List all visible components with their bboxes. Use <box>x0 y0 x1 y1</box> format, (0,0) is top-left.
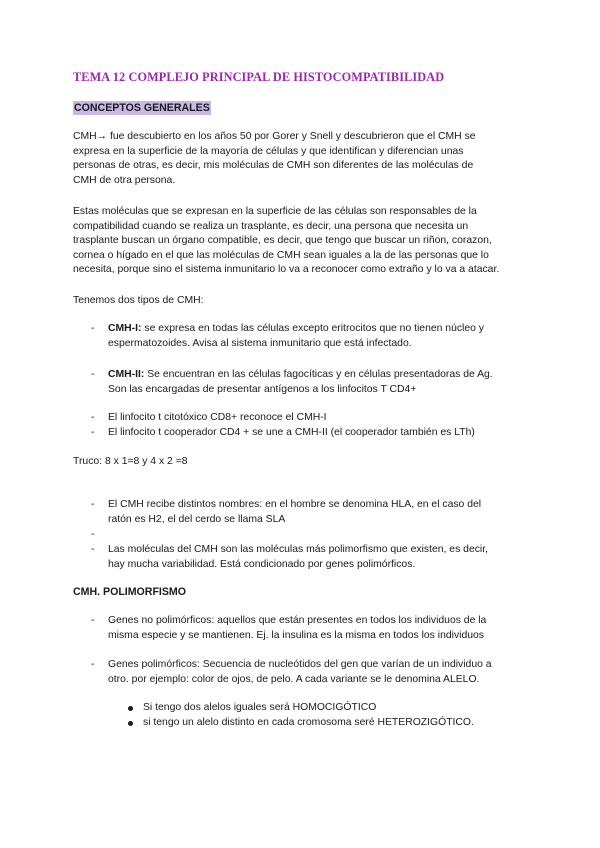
dash-marker: - <box>91 412 95 423</box>
text-line: espermatozoides. Avisa al sistema inmunitario que está infectado. <box>108 337 412 349</box>
dash-marker: - <box>91 369 95 380</box>
paragraph-trasplante <box>73 205 535 278</box>
text-line: El linfocito t cooperador CD4 + se une a CMH-II (el cooperador también es LTh) <box>108 427 475 438</box>
text-line: otro. por ejemplo: color de ojos, de pelo. A cada variante se le denomina ALELO. <box>108 673 480 685</box>
list-item-nombres-cmh <box>108 498 538 527</box>
list-item-genes-no-polimorficos <box>108 614 538 643</box>
text-line: si tengo un alelo distinto en cada cromosoma seré HETEROZIGÓTICO. <box>143 717 474 728</box>
paragraph-tipos <box>73 294 535 309</box>
sub-item-heterozigotico <box>143 716 543 731</box>
section-heading-conceptos <box>73 102 211 114</box>
text-line: cornea o hígado en el que las moléculas de CMH sean iguales a la de las personas que lo <box>73 249 489 261</box>
text-line: Truco: 8 x 1=8 y 4 x 2 =8 <box>73 456 188 467</box>
text-span: Se encuentran en las células fagocíticas y en células presentadoras de Ag. <box>144 369 493 380</box>
dash-marker: - <box>91 615 95 626</box>
text-span: se expresa en todas las células excepto eritrocitos que no tienen núcleo y <box>141 323 485 334</box>
text-line: El linfocito t citotóxico CD8+ reconoce el CMH-I <box>108 412 327 423</box>
text-line: Estas moléculas que se expresan en la superficie de las células son responsables de la <box>73 206 477 217</box>
bullet-dot <box>128 706 133 711</box>
bold-term: CMH-II: <box>108 369 145 380</box>
paragraph-truco <box>73 455 535 470</box>
list-item-polimorfismo-cmh <box>108 543 538 572</box>
text-line: Tenemos dos tipos de CMH: <box>73 295 204 306</box>
paragraph-cmh-intro <box>73 130 535 188</box>
text-line: expresa en la superficie de la mayoría de células y que identifican y diferencian unas <box>73 145 464 157</box>
text-line <box>108 368 538 383</box>
dash-marker: - <box>91 499 95 510</box>
list-item-cmh-i <box>108 322 538 351</box>
bullet-dot <box>128 721 133 726</box>
list-item-linfocito-cd4 <box>108 426 538 441</box>
text-line: hay mucha variabilidad. Está condicionado por genes polimórficos. <box>108 558 416 570</box>
text-line: Si tengo dos alelos iguales será HOMOCIGÓTICO <box>143 702 377 713</box>
dash-marker: - <box>91 323 95 334</box>
text-line: misma especie y se mantienen. Ej. la insulina es la misma en todos los individuos <box>108 629 484 641</box>
text-line: ratón es H2, el del cerdo se llama SLA <box>108 513 286 525</box>
sub-item-homocigotico <box>143 701 543 716</box>
text-line: Genes no polimórficos: aquellos que están presentes en todos los individuos de la <box>108 615 487 626</box>
bold-term: CMH-I: <box>108 323 142 334</box>
highlighted-heading: CONCEPTOS GENERALES <box>74 102 210 114</box>
dash-marker: - <box>91 659 95 670</box>
dash-marker: - <box>91 544 95 555</box>
section-heading-polimorfismo: CMH. POLIMORFISMO <box>73 586 186 598</box>
text-line: compatibilidad cuando se realiza un trasplante, es decir, una persona que necesita un <box>73 220 469 232</box>
text-line: Las moléculas del CMH son las moléculas más polimorfismo que existen, es decir, <box>108 544 488 555</box>
text-line: El CMH recibe distintos nombres: en el hombre se denomina HLA, en el caso del <box>108 499 482 510</box>
dash-marker: - <box>91 427 95 438</box>
page-title: TEMA 12 COMPLEJO PRINCIPAL DE HISTOCOMPATIBILIDAD <box>73 70 445 84</box>
list-item-linfocito-cd8 <box>108 411 538 426</box>
text-line: Son las encargadas de presentar antígenos a los linfocitos T CD4+ <box>108 383 417 395</box>
text-line: personas de otras, es decir, mis moléculas de CMH son diferentes de las moléculas de <box>73 160 474 171</box>
text-line <box>108 322 538 337</box>
list-item-cmh-ii <box>108 368 538 397</box>
text-line: trasplante buscan un órgano compatible, es decir, que tengo que buscar un riñon, corazon, <box>73 235 492 246</box>
text-line: CMH de otra persona. <box>73 174 176 186</box>
text-line: necesita, porque sino el sistema inmunitario lo va a reconocer como extraño y lo va a atacar. <box>73 264 500 275</box>
text-line: Genes polimórficos: Secuencia de nucleótidos del gen que varían de un individuo a <box>108 659 492 670</box>
list-item-genes-polimorficos <box>108 658 538 687</box>
dash-marker: - <box>91 529 95 540</box>
text-line: CMH→ fue descubierto en los años 50 por Gorer y Snell y descubrieron que el CMH se <box>73 131 476 142</box>
